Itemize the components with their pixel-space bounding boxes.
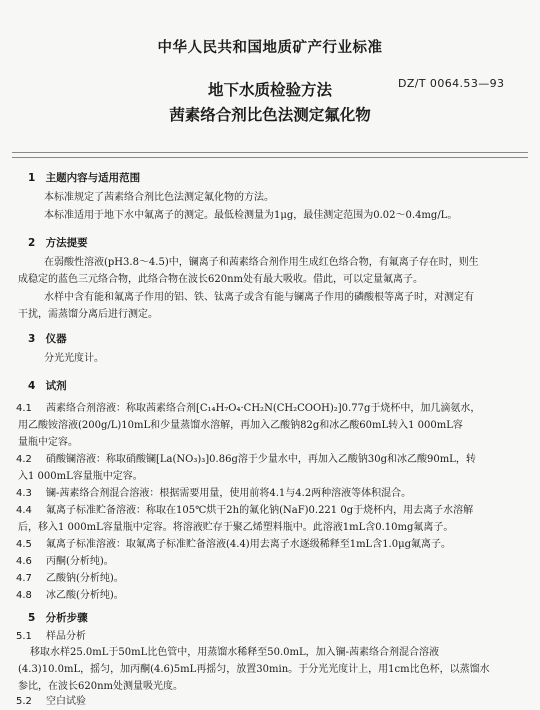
paragraph-line: 在弱酸性溶液(pH3.8～4.5)中，镧离子和茜素络合剂作用生成红色络合物，有氟离子存在时，则生 bbox=[44, 257, 479, 268]
section-number: 5 bbox=[28, 612, 36, 624]
section-5-heading bbox=[28, 610, 88, 625]
section-4-heading bbox=[28, 378, 67, 393]
clause-text: 氟离子标准溶液：取氟离子标准贮备溶液(4.4)用去离子水逐级稀释至1mL含1.0μg氟离子。 bbox=[46, 539, 451, 550]
clause-4-8 bbox=[16, 587, 124, 604]
clause-title: 样品分析 bbox=[46, 631, 86, 642]
section-number: 2 bbox=[28, 237, 36, 249]
section-number: 3 bbox=[28, 333, 36, 345]
clause-5-1 bbox=[16, 628, 86, 645]
clause-text: 硝酸镧溶液：称取硝酸镧[La(NO₃)₃]0.86g溶于少量水中，再加入乙酸钠30g和冰乙酸90mL，转 bbox=[46, 454, 476, 465]
section-title: 仪器 bbox=[45, 333, 67, 345]
section-1-heading bbox=[28, 170, 140, 185]
clause-number: 5.1 bbox=[16, 631, 32, 642]
clause-number: 4.1 bbox=[16, 403, 32, 414]
paragraph-line: 移取水样25.0mL于50mL比色管中，用蒸馏水稀释至50.0mL，加入镧-茜素络合剂混合溶液 bbox=[30, 647, 440, 658]
section-title: 主题内容与适用范围 bbox=[45, 172, 141, 184]
clause-number: 4.5 bbox=[16, 539, 32, 550]
paragraph-line: 参比，在波长620nm处测量吸光度。 bbox=[18, 681, 184, 692]
standard-title-line2: 茜素络合剂比色法测定氟化物 bbox=[169, 106, 371, 124]
section-title: 方法提要 bbox=[45, 237, 88, 249]
clause-continuation: 量瓶中定容。 bbox=[18, 437, 78, 448]
header-divider bbox=[12, 152, 528, 153]
paragraph-line: 干扰，需蒸馏分离后进行测定。 bbox=[18, 309, 158, 320]
clause-4-2 bbox=[16, 451, 476, 468]
clause-text: 镧-茜素络合剂混合溶液：根据需要用量，使用前将4.1与4.2两种溶液等体积混合。 bbox=[46, 488, 412, 499]
clause-number: 4.7 bbox=[16, 573, 32, 584]
clause-continuation: 用乙酸铵溶液(200g/L)10mL和少量蒸馏水溶解，再加入乙酸钠82g和冰乙酸60mL转入1 000mL容 bbox=[18, 420, 463, 431]
clause-4-4 bbox=[16, 502, 473, 519]
clause-text: 氟离子标准贮备溶液：称取在105℃烘干2h的氟化钠(NaF)0.221 0g于烧杯内，用去离子水溶解 bbox=[46, 505, 474, 516]
clause-5-2 bbox=[16, 693, 86, 710]
section-2-heading bbox=[28, 235, 88, 250]
clause-number: 5.2 bbox=[16, 696, 32, 707]
clause-4-7 bbox=[16, 570, 124, 587]
clause-number: 4.2 bbox=[16, 454, 32, 465]
section-number: 1 bbox=[28, 172, 36, 184]
clause-number: 4.4 bbox=[16, 505, 32, 516]
clause-number: 4.8 bbox=[16, 590, 32, 601]
paragraph-line: 水样中含有能和氟离子作用的铝、铁、钛离子或含有能与镧离子作用的磷酸根等离子时，对测定有 bbox=[44, 292, 474, 303]
clause-number: 4.6 bbox=[16, 556, 32, 567]
clause-text: 茜素络合剂溶液：称取茜素络合剂[C₁₄H₇O₄·CH₂N(CH₂COOH)₂]0.77g于烧杯中，加几滴氨水， bbox=[46, 403, 481, 414]
clause-text: 乙酸钠(分析纯)。 bbox=[46, 573, 124, 584]
clause-4-3 bbox=[16, 485, 411, 502]
header-divider-lower bbox=[12, 157, 528, 158]
section-title: 试剂 bbox=[45, 380, 67, 392]
paragraph-line: 成稳定的蓝色三元络合物，此络合物在波长620nm处有最大吸收。借此，可以定量氟离子。 bbox=[18, 274, 424, 285]
clause-4-5 bbox=[16, 536, 451, 553]
paragraph: 本标准规定了茜素络合剂比色法测定氟化物的方法。 bbox=[44, 192, 274, 203]
clause-number: 4.3 bbox=[16, 488, 32, 499]
paragraph: 分光光度计。 bbox=[44, 353, 104, 364]
clause-continuation: 入1 000mL容量瓶中定容。 bbox=[18, 471, 143, 482]
paragraph-line: (4.3)10.0mL，摇匀，加丙酮(4.6)5mL再摇匀，放置30min。于分光光度计上，用1cm比色杯，以蒸馏水 bbox=[18, 664, 490, 675]
section-number: 4 bbox=[28, 380, 36, 392]
clause-text: 冰乙酸(分析纯)。 bbox=[46, 590, 124, 601]
clause-4-6 bbox=[16, 553, 114, 570]
clause-4-1 bbox=[16, 400, 480, 417]
section-3-heading bbox=[28, 331, 67, 346]
section-title: 分析步骤 bbox=[45, 612, 88, 624]
clause-title: 空白试验 bbox=[46, 696, 86, 707]
clause-text: 丙酮(分析纯)。 bbox=[46, 556, 114, 567]
clause-continuation: 后，移入1 000mL容量瓶中定容。将溶液贮存于聚乙烯塑料瓶中。此溶液1mL含0.10mg氟离子。 bbox=[18, 522, 454, 533]
standard-title-line1: 地下水质检验方法 bbox=[207, 81, 332, 99]
standard-code: DZ/T 0064.53—93 bbox=[398, 77, 505, 90]
paragraph: 本标准适用于地下水中氟离子的测定。最低检测量为1μg，最佳测定范围为0.02～0.4mg/L。 bbox=[44, 210, 458, 221]
issuing-organization: 中华人民共和国地质矿产行业标准 bbox=[157, 40, 383, 56]
